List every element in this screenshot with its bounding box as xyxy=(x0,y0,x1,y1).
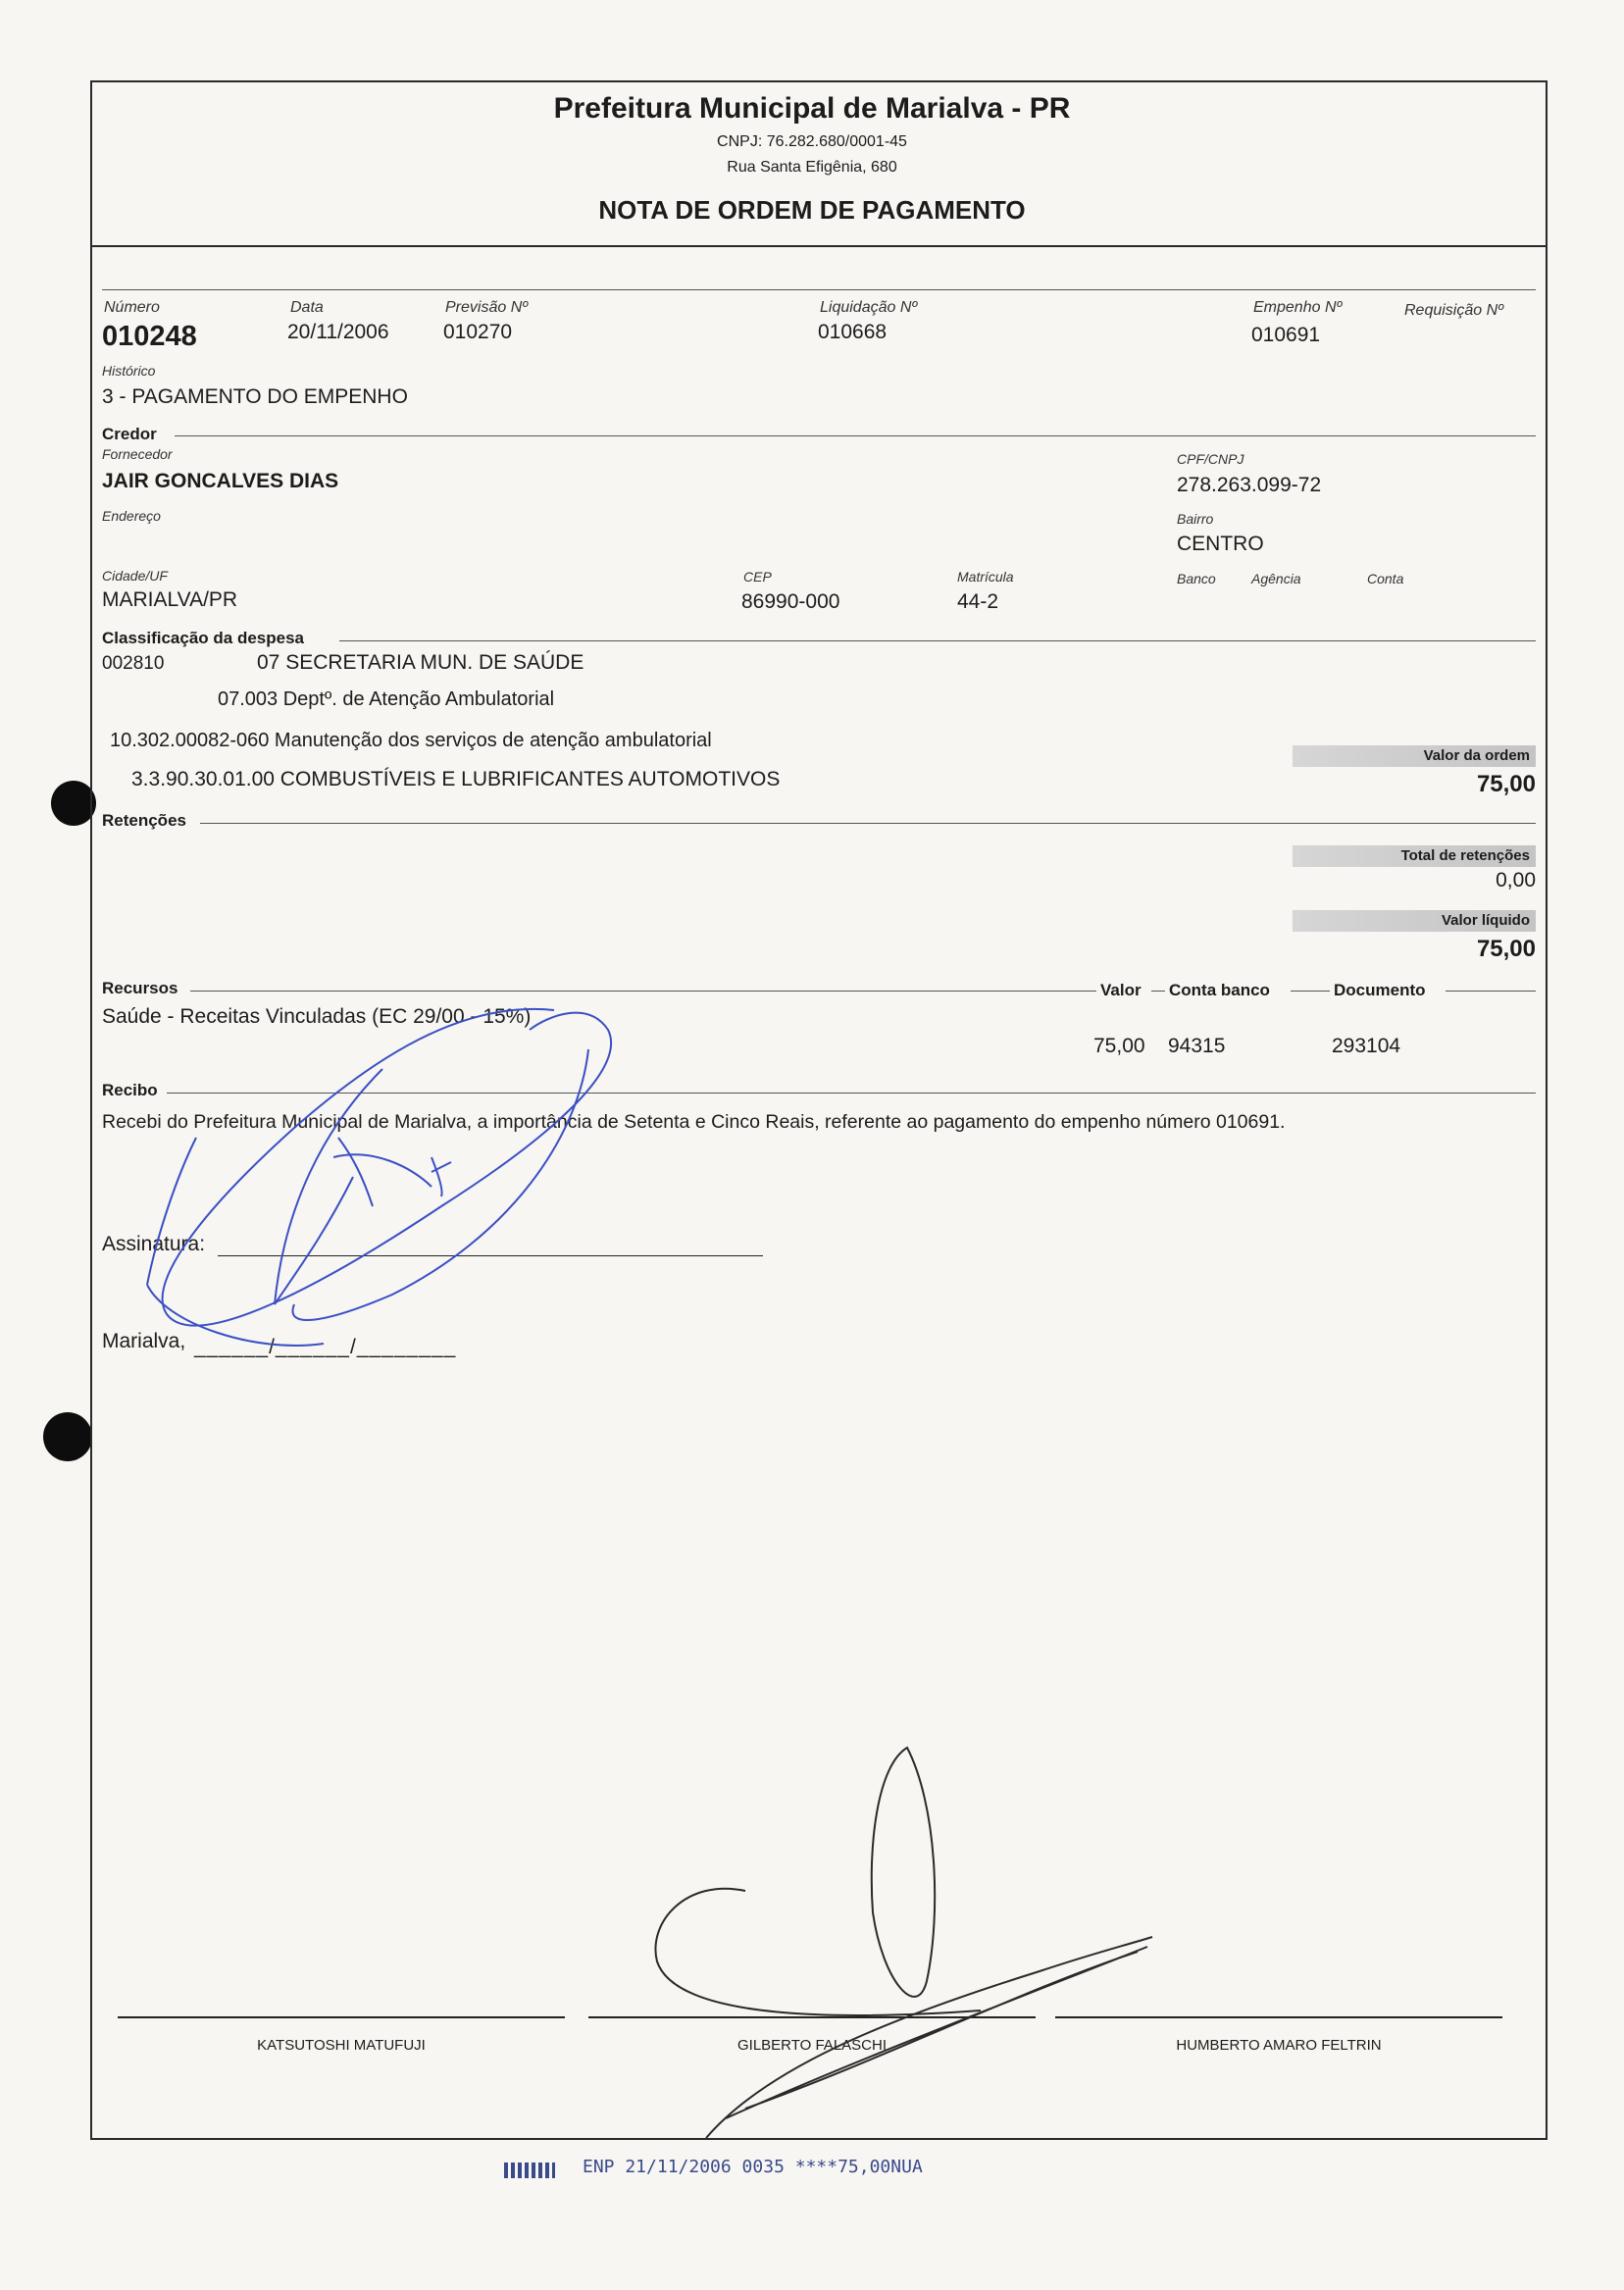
previsao-label: Previsão Nº xyxy=(445,299,529,316)
classificacao-orgao: 07 SECRETARIA MUN. DE SAÚDE xyxy=(257,651,584,674)
date-blanks: ______/______/________ xyxy=(194,1336,457,1358)
data-label: Data xyxy=(290,299,324,316)
numero-value: 010248 xyxy=(102,321,197,352)
valor-ordem-label: Valor da ordem xyxy=(1293,745,1536,767)
recursos-conta-col: Conta banco xyxy=(1169,981,1270,999)
recursos-documento-col: Documento xyxy=(1334,981,1426,999)
historico-value: 3 - PAGAMENTO DO EMPENHO xyxy=(102,385,408,408)
cpf-value: 278.263.099-72 xyxy=(1177,474,1322,496)
recursos-valor-col: Valor xyxy=(1100,981,1142,999)
fornecedor-label: Fornecedor xyxy=(102,446,173,462)
classificacao-code: 002810 xyxy=(102,653,165,674)
matricula-value: 44-2 xyxy=(957,590,999,613)
bairro-value: CENTRO xyxy=(1177,533,1264,555)
footer-logo xyxy=(504,2163,555,2178)
signatory-3: HUMBERTO AMARO FELTRIN xyxy=(1176,2037,1382,2054)
doc-title: NOTA DE ORDEM DE PAGAMENTO xyxy=(598,195,1026,225)
recursos-documento: 293104 xyxy=(1332,1035,1401,1057)
empenho-label: Empenho Nº xyxy=(1253,299,1343,316)
cidade-value: MARIALVA/PR xyxy=(102,588,238,611)
liquidacao-value: 010668 xyxy=(818,321,888,343)
recursos-conta: 94315 xyxy=(1168,1035,1226,1057)
agencia-label: Agência xyxy=(1251,571,1301,586)
total-retencoes-value: 0,00 xyxy=(1496,869,1536,891)
valor-liquido-value: 75,00 xyxy=(1476,936,1536,962)
classificacao-funcional: 10.302.00082-060 Manutenção dos serviços de atenção ambulatorial xyxy=(110,730,712,751)
recibo-text: Recebi do Prefeitura Municipal de Marialva, a importância de Setenta e Cinco Reais, referente ao pagamento do empenho número 010691. xyxy=(102,1111,1286,1133)
banco-label: Banco xyxy=(1177,571,1216,586)
recursos-fonte: Saúde - Receitas Vinculadas (EC 29/00 - 15%) xyxy=(102,1005,532,1028)
retencoes-section: Retenções xyxy=(102,811,186,830)
cpf-label: CPF/CNPJ xyxy=(1177,451,1244,467)
payment-stamp: ENP 21/11/2006 0035 ****75,00NUA xyxy=(583,2157,923,2177)
local-label: Marialva, xyxy=(102,1330,186,1352)
total-retencoes-label: Total de retenções xyxy=(1293,845,1536,867)
cidade-label: Cidade/UF xyxy=(102,568,168,584)
signatory-1: KATSUTOSHI MATUFUJI xyxy=(257,2037,426,2054)
endereco-label: Endereço xyxy=(102,508,161,524)
classificacao-section: Classificação da despesa xyxy=(102,629,305,647)
numero-label: Número xyxy=(104,299,160,316)
signatory-2: GILBERTO FALASCHI xyxy=(737,2037,887,2054)
liquidacao-label: Liquidação Nº xyxy=(820,299,918,316)
bairro-label: Bairro xyxy=(1177,511,1214,527)
fornecedor-value: JAIR GONCALVES DIAS xyxy=(102,470,339,492)
conta-label: Conta xyxy=(1367,571,1404,586)
cep-label: CEP xyxy=(743,569,772,585)
previsao-value: 010270 xyxy=(443,321,513,343)
recursos-valor: 75,00 xyxy=(1093,1035,1145,1057)
cep-value: 86990-000 xyxy=(741,590,840,613)
data-value: 20/11/2006 xyxy=(287,321,389,343)
classificacao-unidade: 07.003 Deptº. de Atenção Ambulatorial xyxy=(218,688,555,710)
org-address: Rua Santa Efigênia, 680 xyxy=(727,159,897,176)
empenho-value: 010691 xyxy=(1251,324,1321,346)
valor-liquido-label: Valor líquido xyxy=(1293,910,1536,932)
requisicao-label: Requisição Nº xyxy=(1404,302,1503,319)
assinatura-label: Assinatura: xyxy=(102,1233,206,1255)
recursos-section: Recursos xyxy=(102,979,178,997)
recibo-section: Recibo xyxy=(102,1081,158,1099)
org-cnpj: CNPJ: 76.282.680/0001-45 xyxy=(717,133,907,150)
credor-section: Credor xyxy=(102,425,157,443)
org-title: Prefeitura Municipal de Marialva - PR xyxy=(553,92,1071,125)
historico-label: Histórico xyxy=(102,363,156,379)
classificacao-elemento: 3.3.90.30.01.00 COMBUSTÍVEIS E LUBRIFICANTES AUTOMOTIVOS xyxy=(131,768,781,790)
valor-ordem-value: 75,00 xyxy=(1476,771,1536,797)
matricula-label: Matrícula xyxy=(957,569,1014,585)
